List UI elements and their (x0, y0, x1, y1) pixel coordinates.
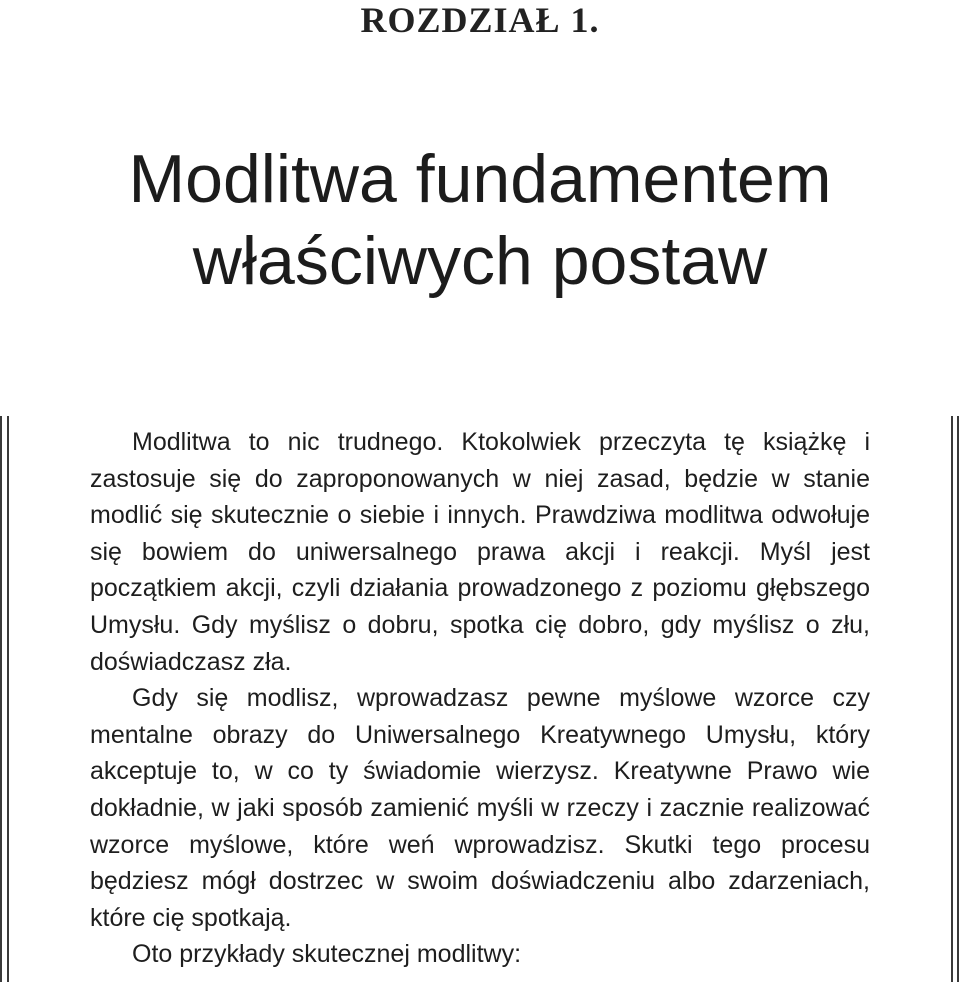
body-paragraph-3: Oto przykłady skutecznej modlitwy: (132, 940, 522, 969)
chapter-title-line-1: Modlitwa fundamentem (128, 141, 832, 217)
right-margin-rule-outer (957, 416, 959, 982)
chapter-label: ROZDZIAŁ 1. (360, 0, 600, 40)
left-margin-rule-outer (0, 416, 2, 982)
chapter-body (90, 424, 870, 973)
left-margin-rule-inner (7, 416, 9, 982)
chapter-title (0, 138, 960, 302)
body-paragraph-2: Gdy się modlisz, wprowadzasz pewne myślowe wzorce czy mentalne obrazy do Uniwersalnego Kreatywnego Umysłu, który akceptuje to, w co ty świadomie wierzysz. Kreatywne Prawo wie dokładnie, w jaki sposób zamienić myśli w rzeczy i zacznie realizować wzorce myślowe, które weń wprowadzisz. Skutki tego procesu będziesz mógł dostrzec w swoim doświadczeniu albo zdarzeniach, które cię spotkają. (90, 684, 870, 932)
chapter-title-line-2: właściwych postaw (192, 223, 768, 299)
right-margin-rule-inner (951, 416, 953, 982)
body-paragraph-1: Modlitwa to nic trudnego. Ktokolwiek przeczyta tę książkę i zastosuje się do zaproponowanych w niej zasad, będzie w stanie modlić się skutecznie o siebie i innych. Prawdziwa modlitwa odwołuje się bowiem do uniwersalnego prawa akcji i reakcji. Myśl jest początkiem akcji, czyli działania prowadzonego z poziomu głębszego Umysłu. Gdy myślisz o dobru, spotka cię dobro, gdy myślisz o złu, doświadczasz zła. (90, 428, 870, 676)
